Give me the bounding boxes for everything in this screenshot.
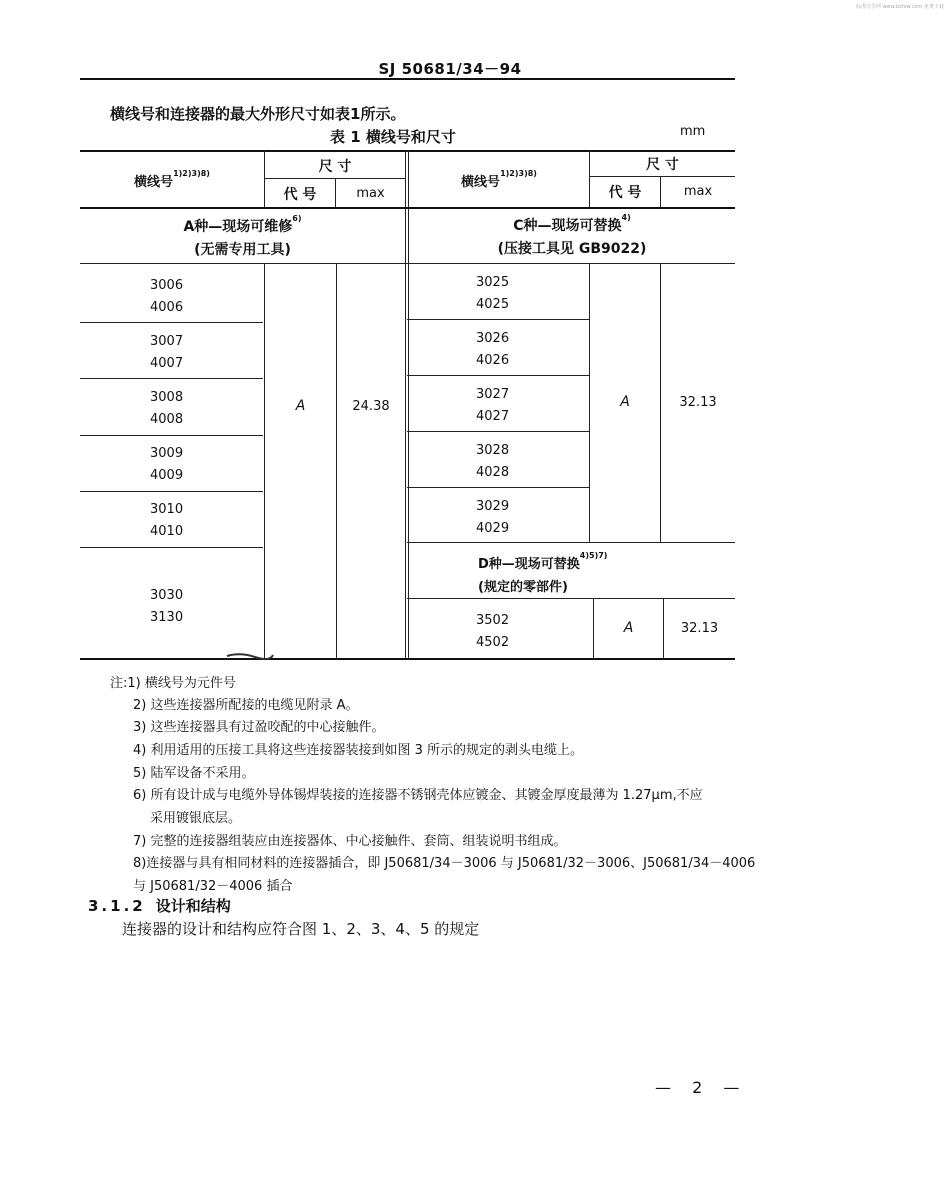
right-dims-subrule — [590, 176, 735, 177]
left-row-rule — [80, 547, 263, 548]
table-bottom-rule — [80, 658, 735, 660]
group-d-subtitle: (规定的零部件) — [478, 580, 568, 595]
right-row-rule — [407, 375, 589, 376]
right-row-rule — [407, 319, 589, 320]
right-c-max-value: 32.13 — [679, 395, 717, 410]
header-rule — [80, 78, 735, 80]
note-6-continued: 采用镀银底层。 — [150, 811, 242, 826]
right-dims-header: 尺 寸 — [646, 157, 679, 173]
standard-header: SJ 50681/34－94 — [378, 60, 522, 78]
scan-smudge — [225, 648, 275, 662]
right-d-code-value: A — [623, 620, 634, 636]
section-number: 3.1.2 — [88, 897, 146, 915]
right-row-item: 3026 4026 — [476, 331, 510, 368]
right-code-header: 代 号 — [608, 185, 642, 201]
section-heading — [88, 895, 231, 916]
right-row-item: 3029 4029 — [476, 499, 510, 536]
section-text: 连接器的设计和结构应符合图 1、2、3、4、5 的规定 — [122, 920, 480, 938]
note-1: 注:1) 横线号为元件号 — [110, 676, 236, 691]
right-part-header: 横线号$^{1)2)3)8)}$ — [461, 169, 537, 190]
group-a-subtitle: (无需专用工具) — [194, 242, 291, 258]
right-d-max-value: 32.13 — [680, 621, 719, 636]
left-row-item: 3030 3130 — [150, 588, 184, 625]
left-dims-header: 尺 寸 — [318, 159, 352, 175]
section-title: 设计和结构 — [155, 897, 231, 915]
left-row-item: 3008 4008 — [150, 390, 184, 427]
left-row-item: 3010 4010 — [150, 502, 184, 539]
right-group-d-rule — [407, 542, 735, 543]
col-rule — [336, 263, 337, 658]
right-group-d-subrule — [407, 598, 735, 599]
left-part-header: 横线号$^{1)2)3)8)}$ — [134, 169, 210, 190]
left-row-rule — [80, 378, 263, 379]
group-d-title: D种—现场可替换$^{4)5)7)}$ — [478, 551, 608, 572]
center-double-rule — [405, 150, 406, 658]
right-max-header: max — [683, 184, 713, 199]
right-row-item: 3027 4027 — [476, 387, 510, 424]
right-row-item: 3028 4028 — [476, 443, 510, 480]
note-8-continued: 与 J50681/32－4006 插合 — [133, 879, 293, 894]
left-row-rule — [80, 435, 263, 436]
note-6: 6) 所有设计成与电缆外导体锡焊装接的连接器不锈钢壳体应镀金、其镀金厚度最薄为 1.27μm,不应 — [133, 788, 703, 803]
left-row-item: 3009 4009 — [150, 446, 184, 483]
left-row-item: 3006 4006 — [150, 278, 184, 315]
group-a-title: A种—现场可维修$^{6)}$ — [183, 214, 302, 235]
note-3: 3) 这些连接器具有过盈咬配的中心接触件。 — [133, 720, 385, 735]
page-number: — 2 — — [655, 1078, 748, 1097]
left-row-item: 3007 4007 — [150, 334, 184, 371]
col-rule — [264, 263, 265, 658]
note-7: 7) 完整的连接器组装应由连接器体、中心接触件、套筒、组装说明书组成。 — [133, 834, 567, 849]
left-max-header: max — [356, 186, 385, 201]
group-c-title: C种—现场可替换$^{4)}$ — [513, 213, 631, 234]
right-c-code-value: A — [620, 394, 630, 410]
group-c-subtitle: (压接工具见 GB9022) — [497, 241, 647, 257]
table-caption: 表 1 横线号和尺寸 — [330, 128, 456, 146]
watermark: 标准分享网 www.bzfxw.com 免费下载 — [856, 4, 944, 10]
table-unit: mm — [680, 124, 706, 139]
right-row-item: 3502 4502 — [476, 613, 510, 650]
right-row-item: 3025 4025 — [476, 275, 510, 312]
note-2: 2) 这些连接器所配接的电缆见附录 A。 — [133, 698, 359, 713]
left-row-rule — [80, 322, 263, 323]
note-8: 8)连接器与具有相同材料的连接器插合，即 J50681/34－3006 与 J50681/32－3006、J50681/34－4006 — [133, 856, 756, 871]
note-5: 5) 陆军设备不采用。 — [133, 766, 255, 781]
left-code-header: 代 号 — [283, 187, 317, 203]
left-code-value: A — [295, 398, 306, 414]
right-row-rule — [407, 487, 589, 488]
note-4: 4) 利用适用的压接工具将这些连接器装接到如图 3 所示的规定的剥头电缆上。 — [133, 743, 584, 758]
intro-text: 横线号和连接器的最大外形尺寸如表1所示。 — [110, 105, 406, 123]
left-row-rule — [80, 491, 263, 492]
left-max-value: 24.38 — [352, 399, 390, 414]
right-row-rule — [407, 431, 589, 432]
